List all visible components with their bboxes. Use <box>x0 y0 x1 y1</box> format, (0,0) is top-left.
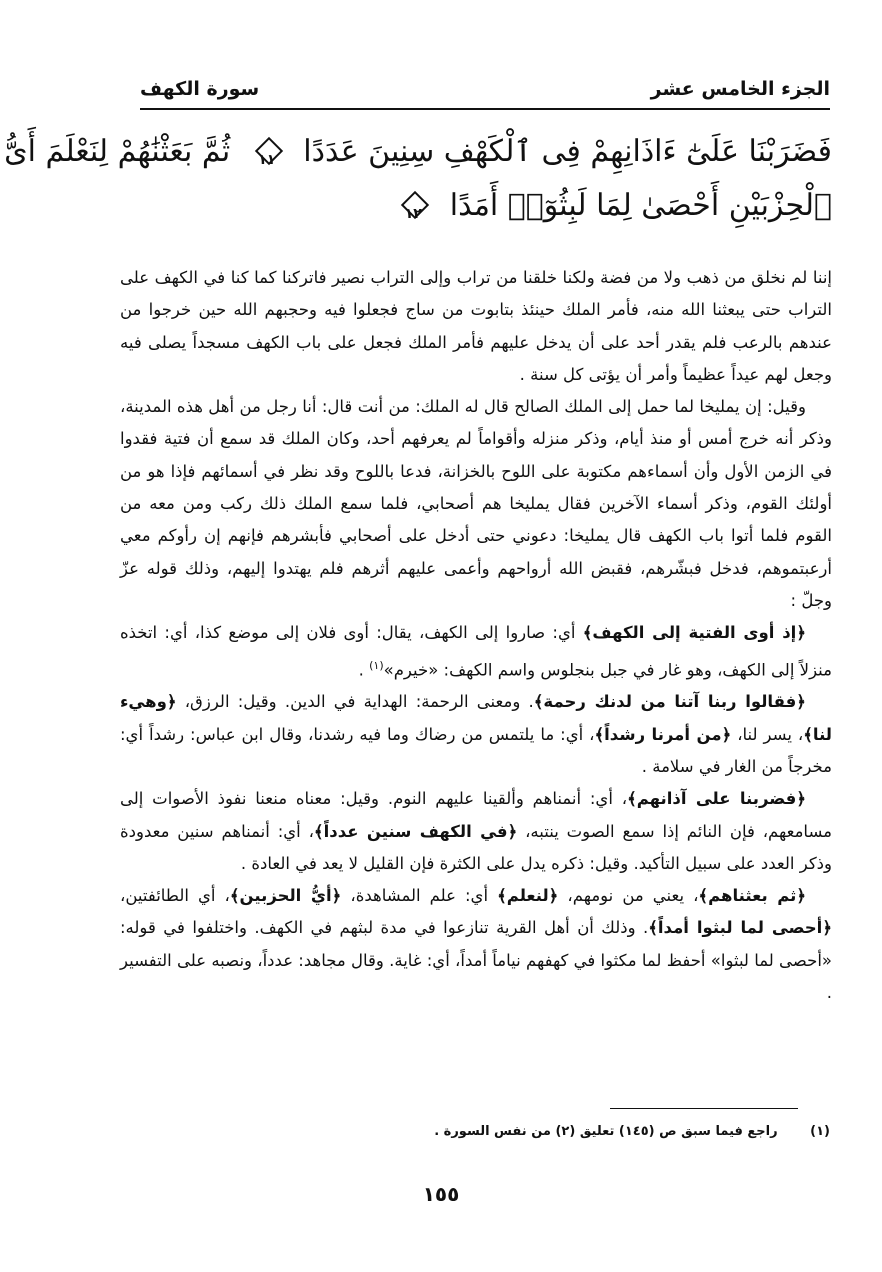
quoted-verse: ﴿إذ أوى الفتية إلى الكهف﴾ <box>582 623 806 643</box>
text-segment: ، أي: ما يلتمس من رضاك وما فيه رشدنا، وقال ابن عباس: رشداً أي: مخرجاً من الغار في سلامة . <box>120 724 832 776</box>
footnote-ref: (١) <box>369 658 384 672</box>
footnote-number: (١) <box>810 1124 830 1139</box>
text-segment: ، يعني من نومهم، <box>558 886 699 906</box>
text-segment: ، أي: أنمناهم سنين معدودة وذكر العدد على سبيل التأكيد. وقيل: ذكره يدل على الكثرة فإن القليل لا يعد في العادة . <box>120 821 832 873</box>
verse-text: ٱلْحِزْبَيْنِ أَحْصَىٰ لِمَا لَبِثُوٓا۟ أَمَدًا <box>449 188 832 223</box>
footnote-text: راجع فيما سبق ص (١٤٥) تعليق (٢) من نفس السورة . <box>434 1124 778 1139</box>
footnote-divider <box>610 1108 798 1109</box>
text-segment: إننا لم نخلق من ذهب ولا من فضة ولكنا خلقنا من تراب وإلى التراب نصير فاتركنا كما كنا في الكهف على التراب حتى يبعثنا الله منه، فأمر الملك حينئذ بتابوت من ساج فجعلوا فيه وحجبهم الله حين خرجوا من عندهم بالرعب فلم يقدر أحد على أن يدخل عليهم فأمر الملك فجعل على باب الكهف مسجداً يصلى فيه وجعل لهم عيداً عظيماً وأمر أن يؤتى كل سنة . <box>120 268 832 384</box>
juz-title: الجزء الخامس عشر <box>650 78 830 100</box>
surah-title: سورة الكهف <box>140 78 260 100</box>
paragraph <box>120 686 832 783</box>
footnote <box>300 1124 830 1139</box>
verse-text: ثُمَّ بَعَثْنَٰهُمْ لِنَعْلَمَ أَىُّ <box>4 134 231 169</box>
paragraph <box>120 262 832 391</box>
text-segment: أي: علم المشاهدة، <box>341 886 498 906</box>
commentary-text <box>120 262 832 1009</box>
text-segment: . <box>358 660 370 680</box>
quoted-verse: ﴿أحصى لما لبثوا أمداً﴾ <box>648 918 833 938</box>
verse-number-marker: ١١ <box>250 138 284 168</box>
text-segment: ، يسر لنا، <box>731 724 804 744</box>
running-header <box>140 74 830 110</box>
text-segment: وقيل: إن يمليخا لما حمل إلى الملك الصالح قال له الملك: من أنت قال: أنا رجل من أهل هذه المدينة، وذكر أنه خرج أمس أو منذ أيام، وذكر منزله وأقواماً لم يعرفهم أحد، وكان الملك قد سمع أن فتية فقدوا في الزمن الأول وأن أسماءهم مكتوبة على اللوح بالخزانة، فدعا باللوح وقد نظر في أسمائهم فإذا هو من أولئك القوم، وذكر أسماء الآخرين فقال يمليخا هم أصحابي، فلما سمع الملك ذلك ركب ومن معه من القوم فلما أتوا باب الكهف قال يمليخا: دعوني حتى أدخل على أصحابي فأبشرهم فإنهم إن رأوكم معي أرعبتموهم، فدخل فبشّرهم، فقبض الله أرواحهم وأعمى عليهم أثرهم فلم يهتدوا إليهم، وذلك قوله عزّ وجلّ : <box>120 397 832 610</box>
quoted-verse: ﴿وهيء لنا﴾ <box>120 692 832 744</box>
quoted-verse: ﴿من أمرنا رشداً﴾ <box>594 724 732 744</box>
paragraph <box>120 880 832 1009</box>
paragraph <box>120 391 832 617</box>
text-segment: ، أي الطائفتين، <box>120 886 230 906</box>
paragraph <box>120 783 832 880</box>
paragraph <box>120 617 832 686</box>
quran-verse-line-1 <box>4 132 832 172</box>
quoted-verse: ﴿ثم بعثناهم﴾ <box>698 886 806 906</box>
verse-number-marker: ١٢ <box>396 192 430 222</box>
page-number: ١٥٥ <box>422 1182 460 1206</box>
text-segment: أي: صاروا إلى الكهف، يقال: أوى فلان إلى موضع كذا، أي: اتخذه منزلاً إلى الكهف، وهو غار في جبل بنجلوس واسم الكهف: «خيرم» <box>120 623 832 680</box>
quoted-verse: ﴿في الكهف سنين عدداً﴾ <box>313 821 518 841</box>
quoted-verse: ﴿أيُّ الحزبين﴾ <box>229 886 342 906</box>
text-segment: ، أي: أنمناهم وألقينا عليهم النوم. وقيل: معناه منعنا نفوذ الأصوات إلى مسامعهم، فإن النائم إذا سمع الصوت ينتبه، <box>120 789 833 841</box>
quran-verse-line-2 <box>120 186 832 226</box>
text-segment: . ومعنى الرحمة: الهداية في الدين. وقيل: الرزق، <box>176 692 534 712</box>
text-segment: . وذلك أن أهل القرية تنازعوا في مدة لبثهم في الكهف. واختلفوا في قوله: «أحصى لما لبثوا» أحفظ لما مكثوا في كهفهم نياماً أمداً، أي: غاية. وقال مجاهد: عدداً، ونصبه على التفسير . <box>120 918 832 1003</box>
quoted-verse: ﴿فضربنا على آذانهم﴾ <box>627 789 806 809</box>
verse-text: فَضَرَبْنَا عَلَىٰٓ ءَاذَانِهِمْ فِى ٱلْكَهْفِ سِنِينَ عَدَدًا <box>303 134 832 169</box>
quoted-verse: ﴿لنعلم﴾ <box>497 886 559 906</box>
quoted-verse: ﴿فقالوا ربنا آتنا من لدنك رحمة﴾ <box>533 692 806 712</box>
